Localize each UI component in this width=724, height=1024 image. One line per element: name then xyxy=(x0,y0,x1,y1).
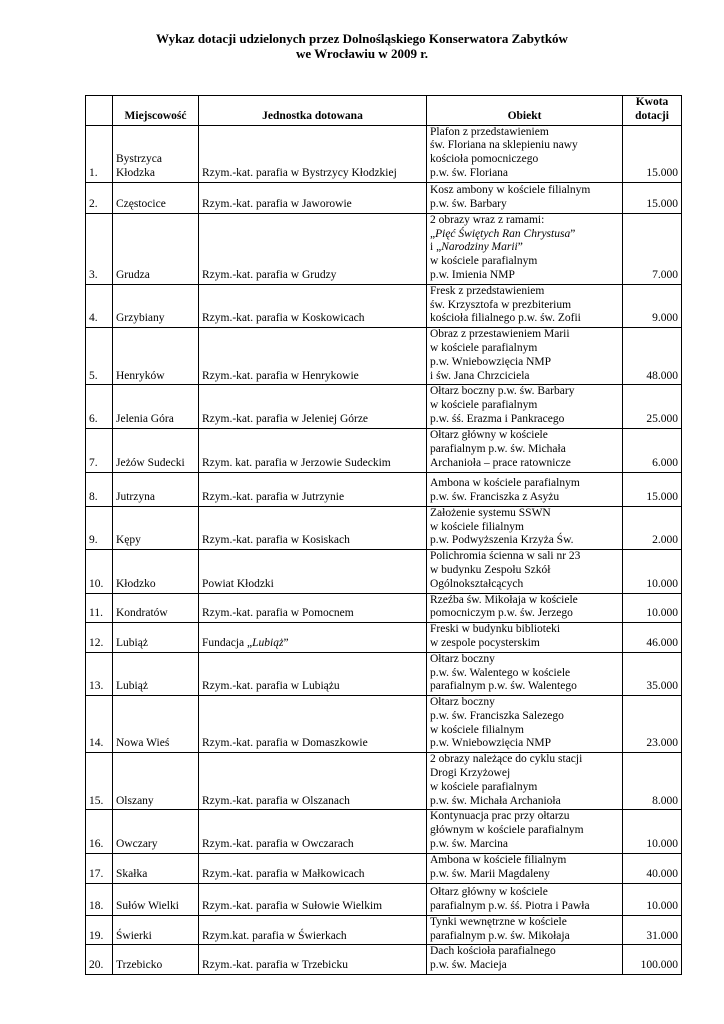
obiekt-line: parafialnym p.w. św. Mikołaja xyxy=(430,929,570,942)
title-line-1: Wykaz dotacji udzielonych przez Dolnośląskiego Konserwatora Zabytków xyxy=(156,31,568,46)
table-row xyxy=(86,696,682,753)
obiekt-line: Archanioła – prace ratownicze xyxy=(430,456,571,469)
obiekt-line: p.w. św. Marcina xyxy=(430,838,509,851)
table-row xyxy=(86,472,682,506)
row-obiekt xyxy=(427,428,623,472)
row-miejscowosc xyxy=(113,696,199,753)
miejscowosc-line: Jeżów Sudecki xyxy=(116,456,185,469)
row-obiekt xyxy=(427,506,623,549)
miejscowosc-line: Lubiąż xyxy=(116,680,148,693)
row-jednostka: Rzym.-kat. parafia w Jeleniej Górze xyxy=(199,385,427,428)
obiekt-line: Ołtarz boczny xyxy=(430,652,495,665)
row-miejscowosc xyxy=(113,853,199,883)
obiekt-line: pomocniczym p.w. św. Jerzego xyxy=(430,607,573,620)
obiekt-line: w kościele parafialnym xyxy=(430,399,538,412)
row-miejscowosc xyxy=(113,915,199,945)
row-kwota: 7.000 xyxy=(623,213,682,284)
row-number: 16. xyxy=(86,810,113,853)
miejscowosc-line: Świerki xyxy=(116,929,152,942)
obiekt-line: i św. Jana Chrzciciela xyxy=(430,369,530,382)
miejscowosc-line: Jelenia Góra xyxy=(116,412,174,425)
obiekt-line: Plafon z przedstawieniem xyxy=(430,125,549,138)
obiekt-line: parafialnym p.w. św. Walentego xyxy=(430,680,577,693)
miejscowosc-line: Grudza xyxy=(116,268,150,281)
obiekt-line: p.w. św. Franciszka z Asyżu xyxy=(430,490,560,503)
row-miejscowosc xyxy=(113,182,199,213)
row-number: 17. xyxy=(86,853,113,883)
row-jednostka: Rzym.-kat. parafia w Trzebicku xyxy=(199,945,427,975)
row-obiekt xyxy=(427,753,623,810)
obiekt-line: Polichromia ścienna w sali nr 23 xyxy=(430,550,581,563)
row-kwota: 8.000 xyxy=(623,753,682,810)
row-miejscowosc xyxy=(113,623,199,653)
row-number: 7. xyxy=(86,428,113,472)
row-jednostka: Rzym.-kat. parafia w Henrykowie xyxy=(199,328,427,385)
row-kwota: 31.000 xyxy=(623,915,682,945)
row-kwota: 15.000 xyxy=(623,182,682,213)
header-miejscowosc: Miejscowość xyxy=(113,96,199,126)
row-obiekt xyxy=(427,945,623,975)
row-obiekt xyxy=(427,810,623,853)
table-header-row xyxy=(86,96,682,126)
row-obiekt xyxy=(427,472,623,506)
row-obiekt xyxy=(427,125,623,182)
obiekt-line: 2 obrazy wraz z ramami: xyxy=(430,213,545,226)
header-kwota-line2: dotacji xyxy=(635,109,669,122)
row-kwota: 10.000 xyxy=(623,593,682,623)
row-miejscowosc xyxy=(113,753,199,810)
row-miejscowosc xyxy=(113,550,199,593)
obiekt-line: Ogólnokształcących xyxy=(430,577,524,590)
row-kwota: 23.000 xyxy=(623,696,682,753)
obiekt-line: p.w. św. Macieja xyxy=(430,959,507,972)
table-row xyxy=(86,385,682,428)
obiekt-line: p.w. św. Barbary xyxy=(430,197,507,210)
row-obiekt xyxy=(427,623,623,653)
row-jednostka: Rzym.-kat. parafia w Sułowie Wielkim xyxy=(199,883,427,915)
row-jednostka: Fundacja „Lubiąż” xyxy=(199,623,427,653)
row-number: 15. xyxy=(86,753,113,810)
obiekt-line: Ołtarz boczny xyxy=(430,696,495,709)
row-kwota: 46.000 xyxy=(623,623,682,653)
row-number: 1. xyxy=(86,125,113,182)
row-number: 11. xyxy=(86,593,113,623)
row-kwota: 40.000 xyxy=(623,853,682,883)
obiekt-line: p.w. św. Walentego w kościele xyxy=(430,666,571,679)
obiekt-line: Ambona w kościele filialnym xyxy=(430,854,567,867)
row-kwota: 15.000 xyxy=(623,125,682,182)
row-miejscowosc xyxy=(113,385,199,428)
row-number: 10. xyxy=(86,550,113,593)
row-kwota: 9.000 xyxy=(623,284,682,327)
row-obiekt xyxy=(427,593,623,623)
row-obiekt xyxy=(427,652,623,695)
row-obiekt xyxy=(427,883,623,915)
obiekt-line: Obraz z przestawieniem Marii xyxy=(430,328,570,341)
obiekt-line: Ołtarz główny w kościele xyxy=(430,886,548,899)
title-line-2: we Wrocławiu w 2009 r. xyxy=(295,46,429,61)
obiekt-line: w kościele parafialnym xyxy=(430,780,538,793)
table-row xyxy=(86,853,682,883)
miejscowosc-line: Henryków xyxy=(116,369,165,382)
obiekt-line: Rzeźba św. Mikołaja w kościele xyxy=(430,593,578,606)
table-row xyxy=(86,328,682,385)
row-jednostka: Rzym.-kat. parafia w Koskowicach xyxy=(199,284,427,327)
table-row xyxy=(86,550,682,593)
row-miejscowosc xyxy=(113,810,199,853)
row-number: 2. xyxy=(86,182,113,213)
row-jednostka: Rzym.-kat. parafia w Grudzy xyxy=(199,213,427,284)
table-row xyxy=(86,506,682,549)
obiekt-line: i „Narodziny Marii” xyxy=(430,241,523,254)
row-number: 6. xyxy=(86,385,113,428)
obiekt-line: 2 obrazy należące do cyklu stacji xyxy=(430,753,583,766)
row-obiekt xyxy=(427,915,623,945)
row-number: 14. xyxy=(86,696,113,753)
row-obiekt xyxy=(427,328,623,385)
obiekt-line: p.w. Wniebowzięcia NMP xyxy=(430,355,552,368)
row-obiekt xyxy=(427,550,623,593)
row-jednostka: Rzym.-kat. parafia w Owczarach xyxy=(199,810,427,853)
obiekt-line: kościoła pomocniczego xyxy=(430,153,539,166)
table-row xyxy=(86,428,682,472)
table-row xyxy=(86,915,682,945)
row-kwota: 10.000 xyxy=(623,810,682,853)
row-miejscowosc xyxy=(113,945,199,975)
miejscowosc-line: Grzybiany xyxy=(116,312,165,325)
row-miejscowosc xyxy=(113,472,199,506)
obiekt-line: w budynku Zespołu Szkół xyxy=(430,563,551,576)
obiekt-line: p.w. Podwyższenia Krzyża Św. xyxy=(430,534,574,547)
row-miejscowosc xyxy=(113,213,199,284)
miejscowosc-line: Nowa Wieś xyxy=(116,737,170,750)
row-obiekt xyxy=(427,182,623,213)
row-number: 4. xyxy=(86,284,113,327)
miejscowosc-line: Jutrzyna xyxy=(116,490,155,503)
row-obiekt xyxy=(427,385,623,428)
obiekt-line: Kosz ambony w kościele filialnym xyxy=(430,184,591,197)
obiekt-line: p.w. Wniebowzięcia NMP xyxy=(430,737,552,750)
table-row xyxy=(86,593,682,623)
miejscowosc-line: Kłodzka xyxy=(116,166,155,179)
miejscowosc-line: Kondratów xyxy=(116,607,168,620)
table-row xyxy=(86,623,682,653)
obiekt-line: Dach kościoła parafialnego xyxy=(430,945,556,958)
header-lp xyxy=(86,96,113,126)
row-obiekt xyxy=(427,696,623,753)
row-number: 3. xyxy=(86,213,113,284)
miejscowosc-line: Owczary xyxy=(116,838,158,851)
row-jednostka: Rzym.-kat. parafia w Bystrzycy Kłodzkiej xyxy=(199,125,427,182)
obiekt-line: w kościele parafialnym xyxy=(430,255,538,268)
row-miejscowosc xyxy=(113,125,199,182)
row-kwota: 25.000 xyxy=(623,385,682,428)
miejscowosc-line: Trzebicko xyxy=(116,959,163,972)
row-number: 9. xyxy=(86,506,113,549)
obiekt-line: Freski w budynku biblioteki xyxy=(430,623,561,636)
row-miejscowosc xyxy=(113,652,199,695)
obiekt-line: kościoła filialnego p.w. św. Zofii xyxy=(430,312,581,325)
obiekt-line: w kościele filialnym xyxy=(430,520,524,533)
obiekt-line: „Pięć Świętych Ran Chrystusa” xyxy=(430,227,576,240)
obiekt-line: Drogi Krzyżowej xyxy=(430,767,511,780)
miejscowosc-line: Kępy xyxy=(116,534,141,547)
row-miejscowosc xyxy=(113,593,199,623)
row-jednostka: Rzym.kat. parafia w Świerkach xyxy=(199,915,427,945)
row-miejscowosc xyxy=(113,506,199,549)
header-obiekt: Obiekt xyxy=(427,96,623,126)
row-kwota: 35.000 xyxy=(623,652,682,695)
obiekt-line: Fresk z przedstawieniem xyxy=(430,284,545,297)
obiekt-line: Ołtarz boczny p.w. św. Barbary xyxy=(430,385,575,398)
obiekt-line: w kościele parafialnym xyxy=(430,341,538,354)
obiekt-line: p.w. Imienia NMP xyxy=(430,268,515,281)
obiekt-line: Kontynuacja prac przy ołtarzu xyxy=(430,810,570,823)
obiekt-line: głównym w kościele parafialnym xyxy=(430,824,584,837)
row-kwota: 100.000 xyxy=(623,945,682,975)
table-row xyxy=(86,810,682,853)
table-row xyxy=(86,125,682,182)
obiekt-line: w zespole pocysterskim xyxy=(430,636,540,649)
row-miejscowosc xyxy=(113,284,199,327)
row-jednostka: Rzym.-kat. parafia w Jaworowie xyxy=(199,182,427,213)
obiekt-line: w kościele filialnym xyxy=(430,723,524,736)
row-number: 19. xyxy=(86,915,113,945)
miejscowosc-line: Skałka xyxy=(116,868,148,881)
miejscowosc-line: Olszany xyxy=(116,794,154,807)
row-jednostka: Rzym.-kat. parafia w Domaszkowie xyxy=(199,696,427,753)
row-jednostka: Rzym.-kat. parafia w Jutrzynie xyxy=(199,472,427,506)
row-jednostka: Rzym.-kat. parafia w Małkowicach xyxy=(199,853,427,883)
obiekt-line: Założenie systemu SSWN xyxy=(430,506,551,519)
table-row xyxy=(86,652,682,695)
row-kwota: 6.000 xyxy=(623,428,682,472)
row-jednostka: Rzym.-kat. parafia w Kosiskach xyxy=(199,506,427,549)
obiekt-line: p.w. św. Franciszka Salezego xyxy=(430,709,564,722)
obiekt-line: św. Krzysztofa w prezbiterium xyxy=(430,298,572,311)
row-number: 8. xyxy=(86,472,113,506)
row-kwota: 2.000 xyxy=(623,506,682,549)
obiekt-line: p.w. św. Michała Archanioła xyxy=(430,794,561,807)
header-kwota xyxy=(623,96,682,126)
table-row xyxy=(86,182,682,213)
row-jednostka: Rzym. kat. parafia w Jerzowie Sudeckim xyxy=(199,428,427,472)
table-row xyxy=(86,753,682,810)
table-row xyxy=(86,284,682,327)
table-body xyxy=(86,125,682,974)
obiekt-line: św. Floriana na sklepieniu nawy xyxy=(430,139,578,152)
header-jednostka: Jednostka dotowana xyxy=(199,96,427,126)
row-number: 13. xyxy=(86,652,113,695)
obiekt-line: Tynki wewnętrzne w kościele xyxy=(430,915,567,928)
row-kwota: 10.000 xyxy=(623,883,682,915)
obiekt-line: p.w. św. Floriana xyxy=(430,166,509,179)
miejscowosc-line: Kłodzko xyxy=(116,577,156,590)
miejscowosc-line: Bystrzyca xyxy=(116,153,162,166)
row-jednostka: Rzym.-kat. parafia w Pomocnem xyxy=(199,593,427,623)
row-miejscowosc xyxy=(113,328,199,385)
row-jednostka: Rzym.-kat. parafia w Lubiążu xyxy=(199,652,427,695)
row-kwota: 48.000 xyxy=(623,328,682,385)
row-jednostka: Rzym.-kat. parafia w Olszanach xyxy=(199,753,427,810)
row-number: 12. xyxy=(86,623,113,653)
table-row xyxy=(86,945,682,975)
grants-table xyxy=(85,95,682,975)
row-kwota: 15.000 xyxy=(623,472,682,506)
obiekt-line: p.w. św. Marii Magdaleny xyxy=(430,868,550,881)
row-number: 5. xyxy=(86,328,113,385)
row-obiekt xyxy=(427,213,623,284)
obiekt-line: parafialnym p.w. św. Michała xyxy=(430,443,566,456)
row-jednostka: Powiat Kłodzki xyxy=(199,550,427,593)
obiekt-line: p.w. śś. Erazma i Pankracego xyxy=(430,412,565,425)
row-kwota: 10.000 xyxy=(623,550,682,593)
miejscowosc-line: Sułów Wielki xyxy=(116,900,179,913)
row-number: 20. xyxy=(86,945,113,975)
obiekt-line: Ambona w kościele parafialnym xyxy=(430,477,580,490)
row-miejscowosc xyxy=(113,428,199,472)
row-obiekt xyxy=(427,284,623,327)
table-row xyxy=(86,883,682,915)
row-number: 18. xyxy=(86,883,113,915)
obiekt-line: parafialnym p.w. śś. Piotra i Pawła xyxy=(430,900,590,913)
miejscowosc-line: Lubiąż xyxy=(116,636,148,649)
table-row xyxy=(86,213,682,284)
miejscowosc-line: Częstocice xyxy=(116,197,166,210)
document-title xyxy=(0,31,724,61)
obiekt-line: Ołtarz główny w kościele xyxy=(430,429,548,442)
row-miejscowosc xyxy=(113,883,199,915)
row-obiekt xyxy=(427,853,623,883)
header-kwota-line1: Kwota xyxy=(635,96,669,108)
